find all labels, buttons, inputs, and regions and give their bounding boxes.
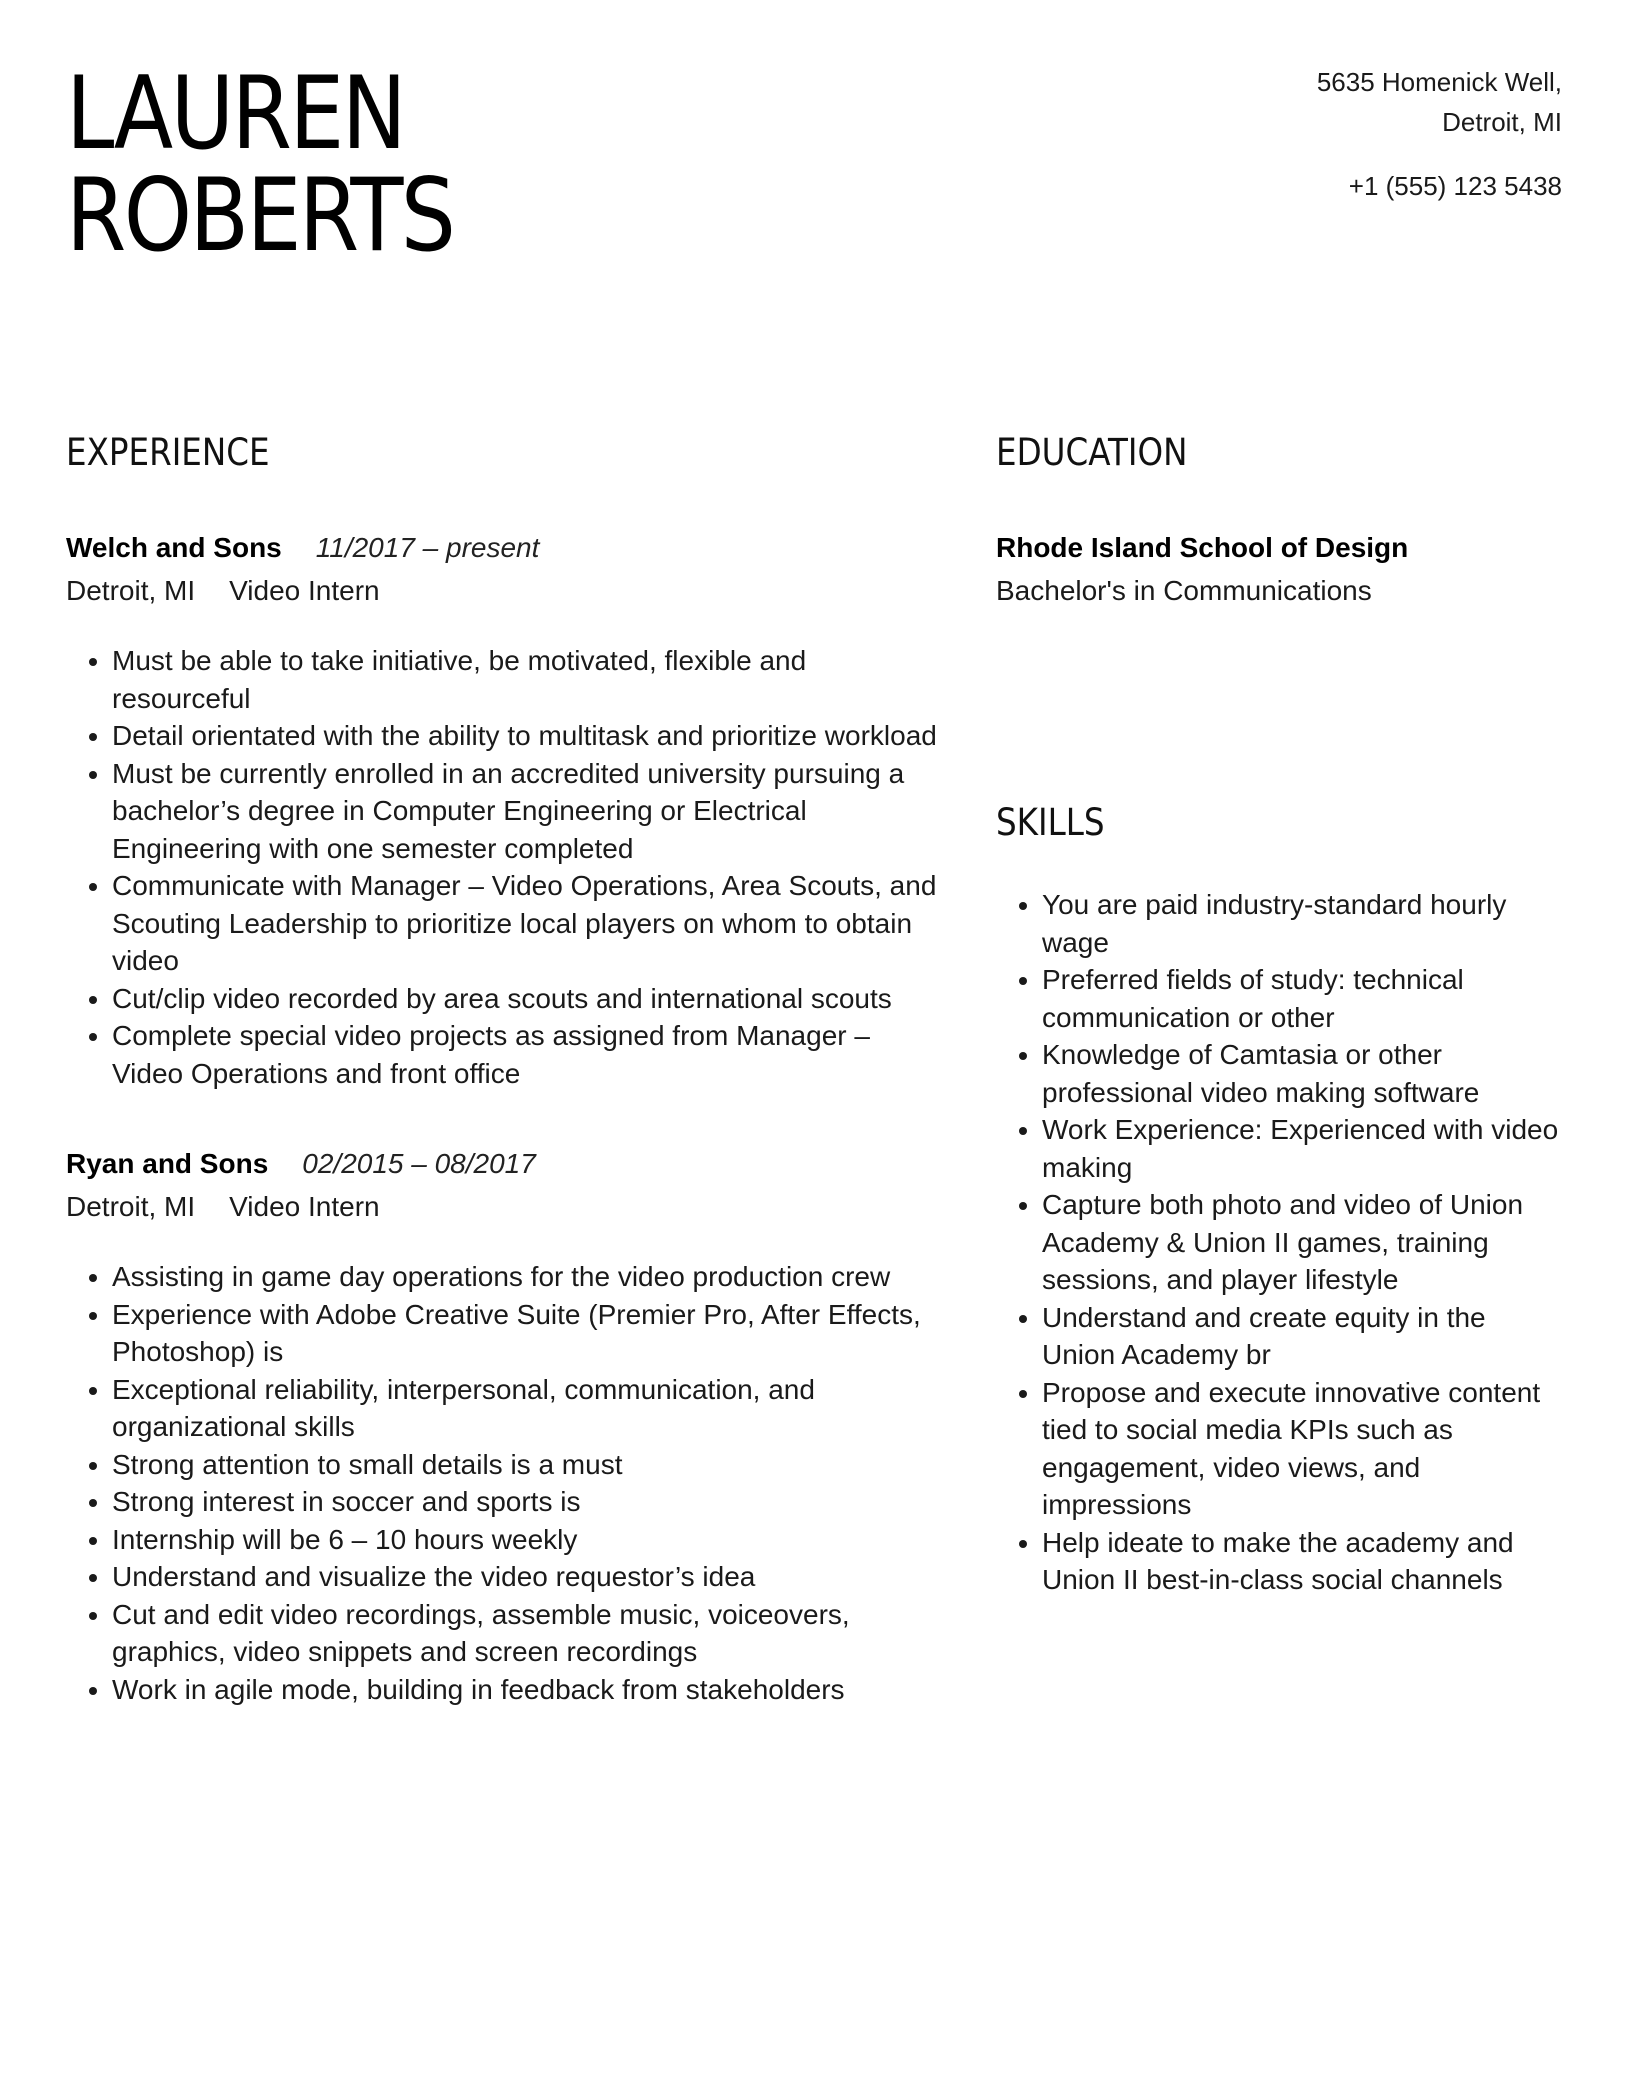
job-entry <box>66 1142 946 1708</box>
list-item: • Assisting in game day operations for the video production crew <box>112 1258 946 1296</box>
list-item: • Propose and execute innovative content tied to social media KPIs such as engagement, video views, and impressions <box>1042 1374 1566 1524</box>
education-heading: EDUCATION <box>996 431 1188 474</box>
degree: Bachelor's in Communications <box>996 575 1372 606</box>
job-dates: 11/2017 – present <box>315 532 540 563</box>
list-item: • Knowledge of Camtasia or other professional video making software <box>1042 1036 1566 1111</box>
list-item: • You are paid industry-standard hourly wage <box>1042 886 1566 961</box>
job-location: Detroit, MI <box>66 575 196 606</box>
list-item: • Capture both photo and video of Union Academy & Union II games, training sessions, and player lifestyle <box>1042 1186 1566 1299</box>
job-header <box>66 1142 946 1186</box>
job-duties-list <box>66 642 946 1092</box>
list-item: • Must be able to take initiative, be motivated, flexible and resourceful <box>112 642 946 717</box>
list-item: • Communicate with Manager – Video Operations, Area Scouts, and Scouting Leadership to prioritize local players on whom to obtain video <box>112 867 946 980</box>
job-meta <box>66 570 946 612</box>
job-title: Video Intern <box>229 575 380 606</box>
name-last: ROBERTS <box>66 156 454 274</box>
list-item: • Work in agile mode, building in feedback from stakeholders <box>112 1671 946 1709</box>
list-item: • Help ideate to make the academy and Union II best-in-class social channels <box>1042 1524 1566 1599</box>
address-line-2: Detroit, MI <box>1442 107 1562 137</box>
job-title: Video Intern <box>229 1191 380 1222</box>
list-item: • Understand and create equity in the Union Academy br <box>1042 1299 1566 1374</box>
list-item: • Detail orientated with the ability to multitask and prioritize workload <box>112 717 946 755</box>
list-item: • Exceptional reliability, interpersonal, communication, and organizational skills <box>112 1371 946 1446</box>
name-first: LAUREN <box>66 54 405 172</box>
job-duties-list <box>66 1258 946 1708</box>
job-entry <box>66 526 946 1092</box>
list-item: • Must be currently enrolled in an accredited university pursuing a bachelor’s degree in Computer Engineering or Electrical Engineering with one semester completed <box>112 755 946 868</box>
company-name: Ryan and Sons <box>66 1148 269 1179</box>
list-item: • Work Experience: Experienced with video making <box>1042 1111 1566 1186</box>
job-meta <box>66 1186 946 1228</box>
company-name: Welch and Sons <box>66 532 282 563</box>
list-item: • Strong interest in soccer and sports is <box>112 1483 946 1521</box>
job-header <box>66 526 946 570</box>
candidate-name <box>66 54 454 274</box>
experience-section <box>66 430 946 1708</box>
job-location: Detroit, MI <box>66 1191 196 1222</box>
list-item: • Complete special video projects as assigned from Manager – Video Operations and front office <box>112 1017 946 1092</box>
education-entry <box>996 526 1566 612</box>
list-item: • Experience with Adobe Creative Suite (Premier Pro, After Effects, Photoshop) is <box>112 1296 946 1371</box>
phone-number: +1 (555) 123 5438 <box>1348 171 1562 201</box>
list-item: • Internship will be 6 – 10 hours weekly <box>112 1521 946 1559</box>
skills-list <box>996 886 1566 1599</box>
contact-block <box>1317 62 1562 206</box>
address-line-1: 5635 Homenick Well, <box>1316 67 1562 97</box>
education-section <box>996 430 1566 612</box>
list-item: • Cut/clip video recorded by area scouts and international scouts <box>112 980 946 1018</box>
skills-section <box>996 800 1566 1599</box>
skills-heading: SKILLS <box>996 801 1105 844</box>
experience-heading: EXPERIENCE <box>66 431 270 474</box>
list-item: • Understand and visualize the video requestor’s idea <box>112 1558 946 1596</box>
school-name: Rhode Island School of Design <box>996 532 1409 563</box>
list-item: • Preferred fields of study: technical communication or other <box>1042 961 1566 1036</box>
job-dates: 02/2015 – 08/2017 <box>302 1148 536 1179</box>
list-item: • Strong attention to small details is a must <box>112 1446 946 1484</box>
list-item: • Cut and edit video recordings, assemble music, voiceovers, graphics, video snippets and screen recordings <box>112 1596 946 1671</box>
